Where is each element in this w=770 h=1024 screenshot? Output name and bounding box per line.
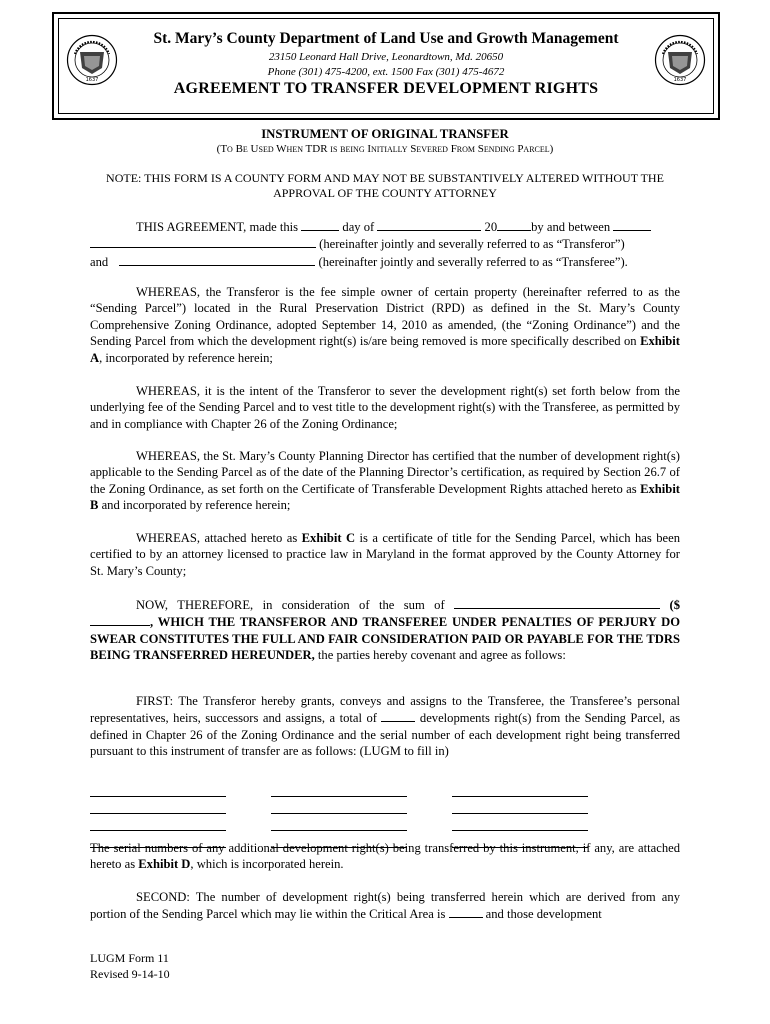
serial-row-3 bbox=[90, 818, 590, 832]
consideration-covenant-text: the parties hereby covenant and agree as follows: bbox=[317, 648, 566, 663]
transferee-name-blank[interactable] bbox=[119, 253, 315, 266]
exhibit-b-reference: Exhibit B bbox=[90, 481, 681, 513]
serial-number-field[interactable] bbox=[452, 784, 588, 797]
second-paragraph bbox=[90, 889, 680, 923]
agreement-text-and: and bbox=[90, 254, 109, 269]
transferor-reference-text: (hereinafter jointly and severally referred to as “Transferor”) bbox=[319, 237, 625, 252]
department-address: 23150 Leonard Hall Drive, Leonardtown, Md. 20650 bbox=[268, 51, 504, 63]
exhibit-d-reference: Exhibit D bbox=[138, 857, 191, 872]
exhibit-a-reference: Exhibit A bbox=[90, 334, 680, 365]
second-text: SECOND: The number of development right(s) being transferred herein which are derived from any portion of the Sending Parcel which may lie within the Critical Area is bbox=[90, 890, 680, 922]
whereas-1-text: WHEREAS, the Transferor is the fee simple owner of certain property (hereinafter referred to as the “Sending Parcel”) located in the Rural Preservation District (RPD) as defined in the St. Mary’s County Comprehensive Zoning Ordinance, adopted September 14, 2010 as amended, (the “Zoning Ordinance”) and the Sending Parcel from which the development right(s) is/are being removed is more specifically described on bbox=[90, 285, 680, 349]
consideration-penalties-text: , WHICH THE TRANSFEROR AND TRANSFEREE UNDER PENALTIES OF PERJURY DO SWEAR CONSTITUTES THE FULL AND FAIR CONSIDERATION PAID OR PAYABLE FOR THE TDRS BEING TRANSFERRED HEREUNDER, bbox=[90, 615, 680, 663]
agreement-text-year: 20 bbox=[484, 220, 498, 234]
additional-serials-paragraph bbox=[90, 840, 680, 873]
serial-number-field[interactable] bbox=[452, 818, 588, 831]
transferee-reference-text: (hereinafter jointly and severally referred to as “Transferee”). bbox=[318, 254, 628, 269]
additional-serials-text: The serial numbers of any additional development right(s) being transferred by this instrument, if any, are attached hereto as bbox=[90, 841, 680, 872]
whereas-3-text: WHEREAS, the St. Mary’s County Planning Director has certified that the number of development right(s) applicable to the Sending Parcel as of the date of the Planning Director’s certification, as required by Section 26.7 of the Zoning Ordinance, as set forth on the Certificate of Transferable Development Rights attached hereto as bbox=[90, 449, 680, 496]
form-title: AGREEMENT TO TRANSFER DEVELOPMENT RIGHTS bbox=[173, 80, 599, 97]
consideration-sum-blank[interactable] bbox=[454, 596, 660, 609]
exhibit-c-reference: Exhibit C bbox=[301, 531, 356, 545]
serial-number-field[interactable] bbox=[90, 784, 226, 797]
whereas-paragraph-4 bbox=[90, 530, 680, 579]
department-phone: Phone (301) 475-4200, ext. 1500 Fax (301) 475-4672 bbox=[267, 66, 505, 78]
agreement-text-made: THIS AGREEMENT, made this bbox=[136, 220, 299, 234]
additional-serials-text-end: , which is incorporated herein. bbox=[190, 857, 344, 872]
whereas-paragraph-3 bbox=[90, 448, 680, 514]
consideration-paragraph bbox=[90, 596, 680, 664]
first-text: FIRST: The Transferor hereby grants, conveys and assigns to the Transferee, the Transferee’s personal representatives, heirs, successors and assigns, a total of bbox=[90, 694, 680, 726]
whereas-paragraph-2: WHEREAS, it is the intent of the Transferor to sever the development right(s) set forth below from the underlying fee of the Sending Parcel and to vest title to the development right(s) with the Transferee, as permitted by and in compliance with Chapter 26 of the Zoning Ordinance; bbox=[90, 384, 680, 431]
serial-number-field[interactable] bbox=[271, 818, 407, 831]
whereas-1-text-end: , incorporated by reference herein; bbox=[99, 350, 273, 365]
county-form-note: NOTE: THIS FORM IS A COUNTY FORM AND MAY NOT BE SUBSTANTIVELY ALTERED WITHOUT THE APPROVAL OF THE COUNTY ATTORNEY bbox=[106, 171, 664, 200]
serial-row-2 bbox=[90, 801, 590, 815]
consideration-amount-blank[interactable] bbox=[90, 613, 150, 626]
department-name: St. Mary’s County Department of Land Use and Growth Management bbox=[153, 30, 619, 47]
agreement-year-blank[interactable] bbox=[497, 218, 531, 231]
agreement-text-between: by and between bbox=[531, 220, 611, 234]
serial-number-field[interactable] bbox=[452, 801, 588, 814]
form-footer bbox=[90, 950, 170, 982]
instrument-title: INSTRUMENT OF ORIGINAL TRANSFER bbox=[261, 127, 509, 141]
seal-right-year: 1637 bbox=[673, 77, 687, 83]
whereas-4-text: WHEREAS, attached hereto as bbox=[136, 531, 298, 545]
agreement-text-day-of: day of bbox=[342, 220, 375, 234]
form-revision: Revised 9-14-10 bbox=[90, 967, 170, 981]
transferor-name-blank[interactable] bbox=[90, 235, 316, 248]
serial-number-field[interactable] bbox=[271, 784, 407, 797]
agreement-day-blank[interactable] bbox=[301, 218, 339, 231]
critical-area-count-blank[interactable] bbox=[449, 905, 483, 918]
agreement-party-blank-1[interactable] bbox=[613, 218, 651, 231]
form-header bbox=[52, 12, 720, 120]
consideration-dollar-sign: ($ bbox=[669, 598, 680, 612]
consideration-text: NOW, THEREFORE, in consideration of the sum of bbox=[136, 598, 445, 612]
seal-left-year: 1637 bbox=[85, 77, 99, 83]
whereas-3-text-end: and incorporated by reference herein; bbox=[101, 498, 291, 513]
first-paragraph bbox=[90, 693, 680, 760]
first-text-end: developments right(s) from the Sending Parcel, as defined in Chapter 26 of the Zoning Ordinance and the serial number of each development right being transferred pursuant to this instrument of transfer are as follows: (LUGM to fill in) bbox=[90, 711, 681, 759]
form-number: LUGM Form 11 bbox=[90, 951, 169, 965]
serial-number-field[interactable] bbox=[271, 801, 407, 814]
whereas-paragraph-1 bbox=[90, 284, 680, 366]
second-text-end: and those development bbox=[485, 907, 602, 922]
serial-number-field[interactable] bbox=[90, 801, 226, 814]
agreement-month-blank[interactable] bbox=[377, 218, 481, 231]
instrument-subtitle: (To Be Used When TDR is being Initially Severed From Sending Parcel) bbox=[216, 143, 554, 155]
serial-row-1 bbox=[90, 784, 590, 798]
tdr-total-blank[interactable] bbox=[381, 709, 415, 722]
agreement-paragraph bbox=[90, 218, 680, 270]
serial-number-field[interactable] bbox=[90, 818, 226, 831]
whereas-4-text-end: is a certificate of title for the Sending Parcel, which has been certified to by an attorney licensed to practice law in Maryland in the format approved by the County Attorney for St. Mary’s County; bbox=[90, 531, 680, 578]
